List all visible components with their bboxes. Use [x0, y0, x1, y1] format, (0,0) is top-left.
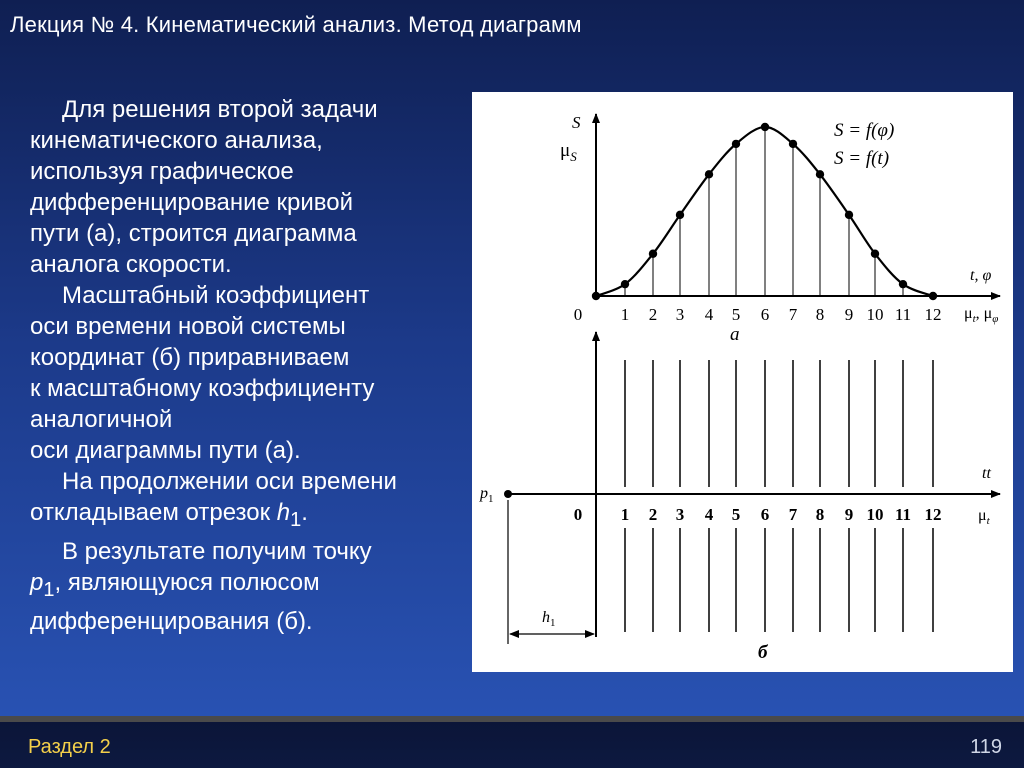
section-label: Раздел 2: [28, 736, 111, 758]
bottom-tick-label-7: 7: [788, 505, 798, 524]
top-tick-label-0: 0: [573, 305, 583, 324]
top-tick-label-1: 1: [620, 305, 630, 324]
equation-s-phi: S = f(φ): [834, 120, 895, 141]
paragraph-1-line-1: Для решения второй задачи: [62, 96, 378, 123]
top-mu-s-label: $\mu_S$: [560, 140, 577, 164]
bottom-tick-label-12: 12: [924, 505, 942, 524]
caption-b: б: [758, 642, 768, 663]
top-axis-t-phi-label: t, φ: [970, 267, 992, 284]
top-tick-label-3: 3: [675, 305, 685, 324]
top-tick-label-10: 10: [866, 305, 884, 324]
bottom-axis-t-label: tt: [982, 465, 991, 482]
paragraph-2-line-2: оси времени новой системы: [30, 313, 346, 340]
top-tick-label-6: 6: [760, 305, 770, 324]
bottom-tick-label-1: 1: [620, 505, 630, 524]
bottom-mu-t-label: $\mu_t$: [978, 507, 990, 527]
bottom-tick-label-4: 4: [704, 505, 714, 524]
bottom-tick-label-3: 3: [675, 505, 685, 524]
pole-point-p1: [504, 490, 512, 498]
footer-bar: [0, 722, 1024, 768]
bottom-tick-label-10: 10: [866, 505, 884, 524]
paragraph-2-line-3: координат (б) приравниваем: [30, 344, 350, 371]
paragraph-4-line-3: дифференцирования (б).: [30, 607, 313, 635]
paragraph-1-line-4: дифференцирование кривой: [30, 189, 354, 216]
h1-label: $h_1$: [542, 609, 556, 629]
top-tick-label-8: 8: [815, 305, 825, 324]
curve-point-7: [789, 140, 797, 148]
curve-point-6: [761, 123, 769, 131]
curve-point-0: [592, 292, 600, 300]
top-tick-label-5: 5: [731, 305, 741, 324]
curve-point-3: [676, 211, 684, 219]
paragraph-3-line-2: откладываем отрезок $h_1$.: [30, 499, 308, 531]
caption-a: а: [730, 324, 740, 345]
paragraph-1-line-2: кинематического анализа,: [30, 127, 323, 154]
top-axis-s-label: S: [572, 113, 581, 132]
paragraph-4-line-2: $p_1$, являющуюся полюсом: [30, 568, 320, 601]
diagram-svg: [472, 92, 1013, 672]
top-tick-labels: [574, 305, 942, 324]
bottom-tick-label-2: 2: [648, 505, 658, 524]
curve-point-10: [871, 250, 879, 258]
top-tick-label-7: 7: [788, 305, 798, 324]
bottom-time-lines: [625, 360, 933, 632]
bottom-tick-label-5: 5: [731, 505, 741, 524]
bottom-tick-label-11: 11: [894, 505, 912, 524]
paragraph-2-line-5: аналогичной: [30, 406, 173, 433]
curve-point-4: [705, 170, 713, 178]
paragraph-2-line-6: оси диаграммы пути (а).: [30, 437, 301, 464]
curve-point-11: [899, 280, 907, 288]
curve-point-9: [845, 211, 853, 219]
kinematic-diagram-figure: [472, 92, 1013, 672]
curve-point-8: [816, 170, 824, 178]
paragraph-1-line-3: используя графическое: [30, 158, 294, 185]
top-tick-label-4: 4: [704, 305, 714, 324]
slide-title: Лекция № 4. Кинематический анализ. Метод диаграмм: [10, 12, 582, 37]
top-tick-label-11: 11: [894, 305, 912, 324]
bottom-tick-label-0: 0: [573, 505, 583, 524]
bottom-tick-labels: [574, 505, 942, 524]
paragraph-1-line-6: аналога скорости.: [30, 251, 232, 278]
bottom-tick-label-8: 8: [815, 505, 825, 524]
body-text: [30, 94, 470, 637]
paragraph-4-line-1: В результате получим точку: [62, 537, 372, 565]
top-mu-t-phi-label: $\mu_t$, $\mu_\varphi$: [964, 305, 999, 325]
paragraph-2-line-4: к масштабному коэффициенту: [30, 375, 375, 402]
top-tick-label-9: 9: [844, 305, 854, 324]
page-number: 119: [970, 736, 1002, 758]
curve-point-2: [649, 250, 657, 258]
top-tick-label-2: 2: [648, 305, 658, 324]
paragraph-2-line-1: Масштабный коэффициент: [62, 282, 370, 309]
paragraph-3-line-1: На продолжении оси времени: [62, 468, 397, 495]
curve-point-12: [929, 292, 937, 300]
bottom-tick-label-6: 6: [760, 505, 770, 524]
curve-point-5: [732, 140, 740, 148]
paragraph-1-line-5: пути (а), строится диаграмма: [30, 220, 357, 247]
pole-label: $p_1$: [480, 485, 494, 505]
bottom-tick-label-9: 9: [844, 505, 854, 524]
top-tick-label-12: 12: [924, 305, 942, 324]
curve-point-1: [621, 280, 629, 288]
equation-s-t: S = f(t): [834, 148, 890, 169]
